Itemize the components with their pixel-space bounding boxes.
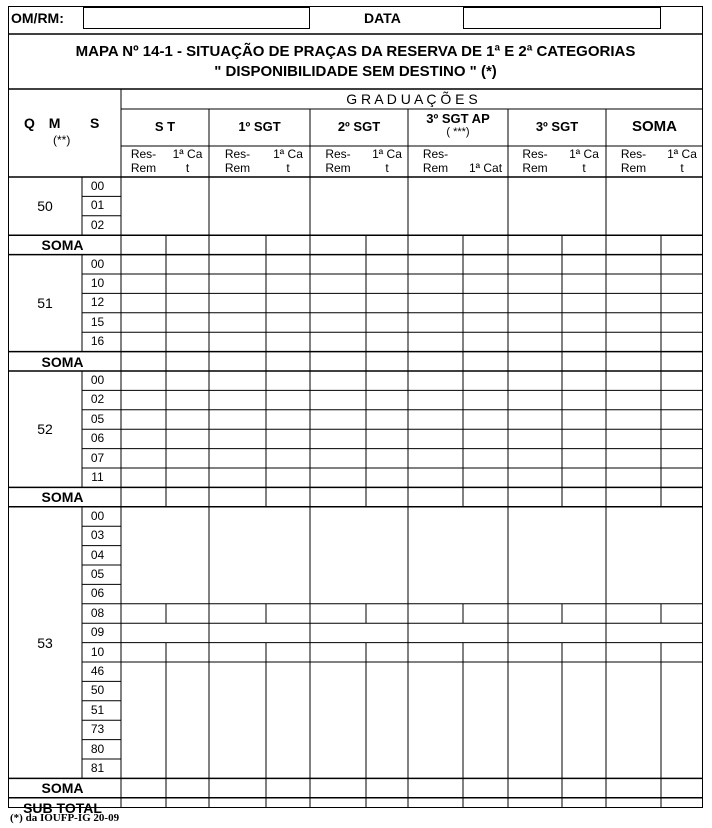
rank-header-0: S T [154, 119, 176, 134]
subcol-0-a: Res- [130, 147, 157, 161]
code-50-01: 01 [90, 198, 105, 213]
footnote: (*) da IOUFP-IG 20-09 [10, 812, 120, 824]
qm-50: 50 [37, 198, 53, 215]
subcol-11-a: 1ª Ca [667, 147, 697, 161]
om-rm-label: OM/RM: [11, 10, 64, 26]
subcol-3-a: 1ª Ca [273, 147, 303, 161]
subcol-6-a: Res- [422, 147, 449, 161]
subcol-7-a: 1ª Cat [468, 161, 503, 175]
qm-footnote-mark: (**) [53, 133, 71, 147]
code-53-03: 03 [90, 528, 105, 543]
soma-label-50: SOMA [41, 237, 84, 254]
qm-51: 51 [37, 295, 53, 312]
code-53-50: 50 [90, 683, 105, 698]
soma-label-51: SOMA [41, 353, 84, 370]
subcol-3-b: t [286, 161, 290, 175]
subcol-0-b: Rem [130, 161, 157, 175]
code-53-08: 08 [90, 605, 105, 620]
code-51-12: 12 [90, 295, 105, 310]
code-52-06: 06 [90, 431, 105, 446]
code-51-00: 00 [90, 256, 105, 271]
code-53-51: 51 [90, 702, 105, 717]
rank-header-4: 3º SGT [535, 119, 579, 134]
code-53-06: 06 [90, 586, 105, 601]
subcol-2-b: Rem [224, 161, 251, 175]
soma-label-53: SOMA [41, 780, 84, 797]
code-53-73: 73 [90, 722, 105, 737]
code-52-00: 00 [90, 373, 105, 387]
code-53-09: 09 [90, 625, 105, 640]
code-53-81: 81 [90, 761, 105, 775]
rank-header-1: 1º SGT [238, 119, 281, 134]
qm-header: Q M [24, 115, 61, 131]
code-52-07: 07 [90, 450, 105, 465]
subcol-1-a: 1ª Ca [172, 147, 203, 161]
form-subtitle: " DISPONIBILIDADE SEM DESTINO " (*) [214, 63, 497, 80]
code-52-05: 05 [90, 411, 105, 426]
rank-header-5: SOMA [632, 118, 677, 135]
data-label: DATA [364, 10, 401, 26]
subcol-10-a: Res- [620, 147, 647, 161]
qm-52: 52 [37, 421, 53, 438]
rank-note-3: ( ***) [446, 126, 470, 138]
subcol-9-b: t [582, 161, 586, 175]
subcol-2-a: Res- [224, 147, 251, 161]
subcol-4-b: Rem [325, 161, 351, 175]
s-header: S [90, 115, 100, 131]
rank-header-2: 2º SGT [337, 119, 381, 134]
subcol-1-b: t [185, 161, 190, 175]
code-51-16: 16 [90, 334, 105, 349]
graduacoes-header: G R A D U A Ç Õ E S [346, 91, 478, 107]
code-52-11: 11 [91, 470, 104, 484]
code-53-80: 80 [90, 741, 105, 756]
code-53-46: 46 [90, 664, 105, 678]
subcol-10-b: Rem [620, 161, 647, 175]
code-52-02: 02 [90, 392, 105, 407]
rank-header-3: 3º SGT AP [426, 111, 490, 126]
subcol-5-b: t [385, 161, 389, 175]
code-53-10: 10 [90, 644, 105, 659]
qm-53: 53 [37, 634, 53, 651]
subcol-11-b: t [680, 161, 684, 175]
soma-label-52: SOMA [41, 489, 84, 506]
subtotal-label: SUB TOTAL [23, 799, 102, 816]
subcol-8-a: Res- [522, 147, 548, 161]
subcol-4-a: Res- [325, 147, 351, 161]
code-50-00: 00 [90, 179, 105, 193]
code-51-15: 15 [90, 314, 105, 329]
subcol-5-a: 1ª Ca [372, 147, 402, 161]
code-53-04: 04 [90, 547, 105, 562]
form-title: MAPA Nº 14-1 - SITUAÇÃO DE PRAÇAS DA RESERVA DE 1ª E 2ª CATEGORIAS [75, 43, 636, 60]
code-53-05: 05 [90, 567, 105, 581]
code-51-10: 10 [90, 276, 105, 290]
code-53-00: 00 [90, 508, 105, 523]
subcol-9-a: 1ª Ca [569, 147, 599, 161]
subcol-8-b: Rem [522, 161, 548, 175]
code-50-02: 02 [90, 217, 105, 232]
subcol-6-b: Rem [422, 161, 449, 175]
